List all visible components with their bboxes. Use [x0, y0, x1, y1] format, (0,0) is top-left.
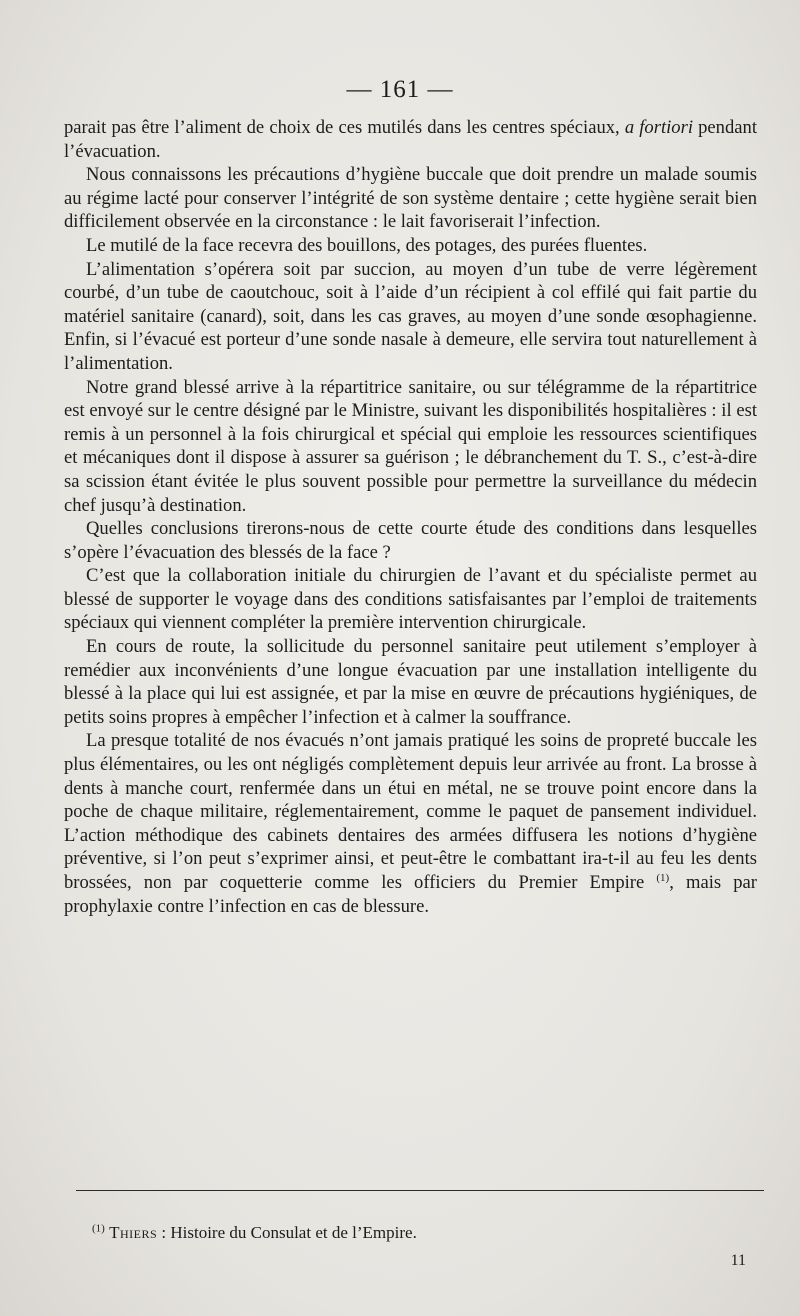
paragraph-2: Nous connaissons les précautions d’hygiène buccale que doit prendre un malade soumis au régime lacté pour conserver l’intégrité de son système dentaire ; cette hygiène serait bien difficilement observée en la circonstance : le lait favoriserait l’infection. — [64, 164, 757, 233]
paragraph-1-start: parait pas être l’aliment de choix de ces mutilés dans les centres spéciaux, — [64, 117, 625, 138]
paragraph-3: Le mutilé de la face recevra des bouillons, des potages, des purées fluentes. — [86, 234, 648, 256]
footnote — [92, 1222, 692, 1244]
paragraph-1-italic: a fortiori — [624, 117, 693, 138]
footnote-marker: (1) — [92, 1222, 105, 1235]
body-text — [64, 116, 757, 918]
paragraph-9-end: , mais par prophylaxie contre l’infection en cas de blessure. — [64, 872, 757, 917]
paragraph-6: Quelles conclusions tirerons-nous de cette courte étude des conditions dans lesquelles s’opère l’évacuation des blessés de la face ? — [64, 518, 757, 563]
paragraph-1 — [64, 116, 757, 163]
footnote-text: : Histoire du Consulat et de l’Empire. — [157, 1223, 417, 1242]
paragraph-8: En cours de route, la sollicitude du personnel sanitaire peut utilement s’employer à remédier aux inconvénients d’une longue évacuation par une installation intelligente du blessé à la place qui lui est assignée, et par la mise en œuvre de précautions hygiéniques, de petits soins propres à empêcher l’infection et à calmer la souffrance. — [64, 636, 757, 728]
paragraph-7: C’est que la collaboration initiale du chirurgien de l’avant et du spécialiste permet au blessé de supporter le voyage dans des conditions satisfaisantes par l’emploi de traitements spéciaux qui viennent compléter la première intervention chirurgicale. — [64, 565, 757, 634]
signature-mark: 11 — [730, 1252, 746, 1269]
paragraph-9 — [64, 729, 757, 918]
paragraph-1-end: pendant l’évacuation. — [64, 117, 757, 162]
footnote-divider — [76, 1190, 764, 1191]
page-number: — 161 — — [346, 76, 454, 103]
footnote-reference: (1) — [656, 871, 670, 884]
paragraph-9-start: La presque totalité de nos évacués n’ont jamais pratiqué les soins de propreté buccale les plus élémentaires, ou les ont négligés complètement depuis leur arrivée au front. La brosse à dents à manche court, renfermée dans un étui en métal, ne se trouve point encore dans la poche de chaque militaire, réglementairement, comme le paquet de pansement individuel. L’action méthodique des cabinets dentaires des armées diffusera les notions d’hygiène préventive, si l’on peut s’exprimer ainsi, et peut-être le combattant ira-t-il au feu les dents brossées, non par coquetterie comme les officiers du Premier Empire — [64, 730, 757, 893]
footnote-author: Thiers — [109, 1223, 158, 1242]
paragraph-5: Notre grand blessé arrive à la répartitrice sanitaire, ou sur télégramme de la répartitrice est envoyé sur le centre désigné par le Ministre, suivant les disponibilités hospitalières : il est remis à un personnel à la fois chirurgical et spécial qui emploie les ressources scientifiques et mécaniques dont il dispose à assurer sa guérison ; le débranchement du T. S., c’est-à-dire sa scission étant évitée le plus souvent possible pour permettre la surveillance du médecin chef jusqu’à destination. — [64, 376, 757, 516]
paragraph-4: L’alimentation s’opérera soit par succion, au moyen d’un tube de verre légèrement courbé, d’un tube de caoutchouc, soit à l’aide d’un récipient à col effilé qui fait partie du matériel sanitaire (canard), soit, dans les cas graves, au moyen d’une sonde œsophagienne. Enfin, si l’évacué est porteur d’une sonde nasale à demeure, elle servira tout naturellement à l’alimentation. — [64, 258, 757, 374]
